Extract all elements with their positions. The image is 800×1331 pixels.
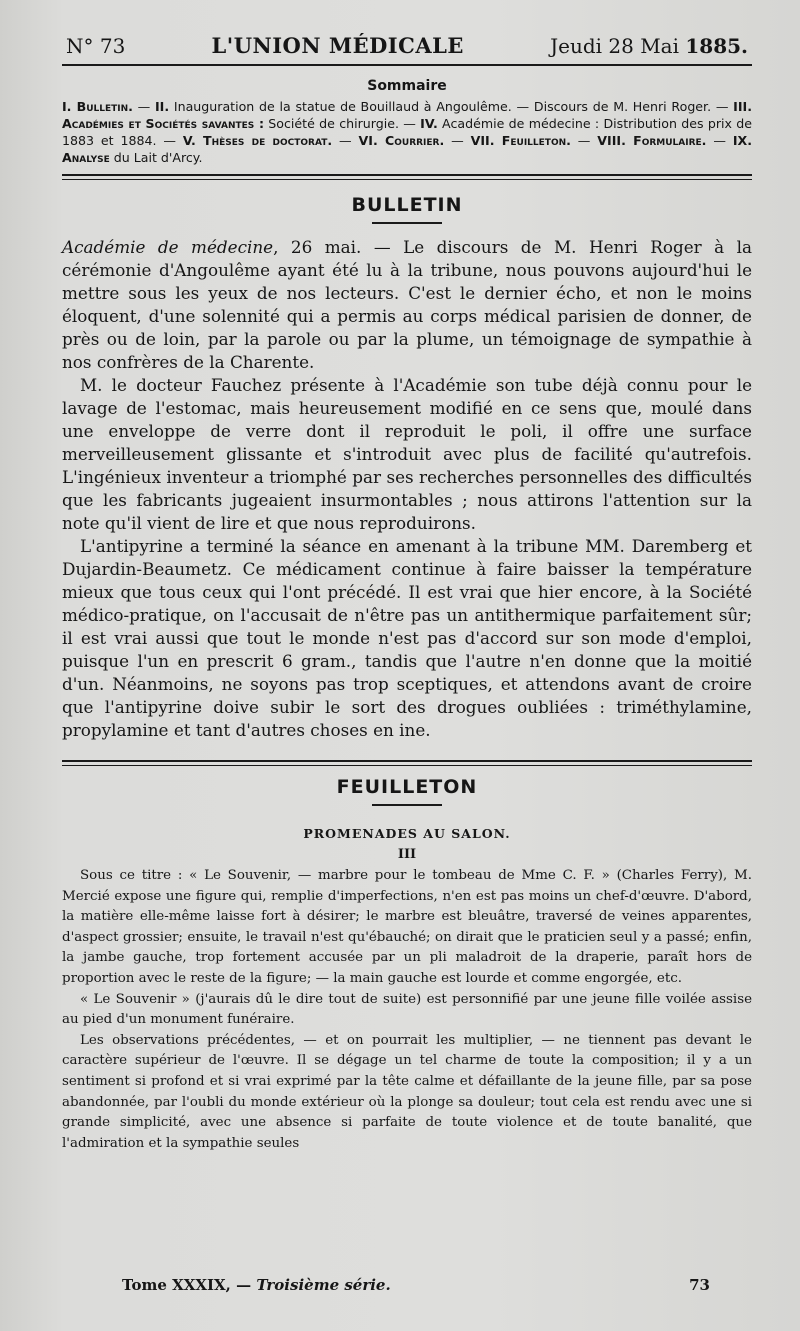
sommaire-item-label: III. Académies et Sociétés savantes : [62,99,752,131]
sommaire-item-label: IX. Analyse [62,133,752,165]
feuilleton-paragraph-1: Sous ce titre : « Le Souvenir, — marbre pour le tombeau de Mme C. F. » (Charles Ferry), M. Mercié expose une figure qui, remplie d'imperfections, n'en est pas moins un chef-d'œuvre. D'abord, la matière elle-même laisse fort à désirer; le marbre est bleuâtre, traversé de veines apparentes, d'aspect grossier; ensuite, le travail n'est qu'ébauché; on dirait que le praticien seul y a passé; enfin, la jambe gauche, trop fortement accusée par un pli maladroit de la draperie, paraît hors de proportion avec le reste de la figure; — la main gauche est lourde et comme engorgée, etc. [62,868,752,986]
issue-number: N° 73 [66,34,126,58]
sommaire-list [62,98,752,166]
sommaire-item-text: du Lait d'Arcy. [109,150,203,165]
feuilleton-body [62,866,752,1154]
sommaire-title: Sommaire [367,78,447,94]
journal-title: L'UNION MÉDICALE [211,33,464,58]
feuilleton-rule [62,760,752,766]
header-rule [62,64,752,66]
sommaire-item-text: — [444,133,471,148]
sommaire-item-text: — [570,133,598,148]
bulletin-paragraph-3: L'antipyrine a terminé la séance en amenant à la tribune MM. Daremberg et Dujardin-Beaumetz. Ce médicament continue à faire baisser la température mieux que tous ceux qui l'ont précédé. Il est vrai que hier encore, à la Société médico-pratique, on l'accusait de n'être pas un antithermique parfaitement sûr; il est vrai aussi que tout le monde n'est pas d'accord sur son mode d'emploi, puisque l'un en prescrit 6 gram., tandis que l'autre n'en donne que la moitié d'un. Néanmoins, ne soyons pas trop sceptiques, et attendons avant de croire que l'antipyrine doive subir le sort des drogues oubliées : triméthylamine, propylamine et tant d'autres choses en ine. [62,536,752,740]
bulletin-body [62,236,752,742]
issue-date: Jeudi 28 Mai 1885. [550,34,748,58]
sommaire-item-label: II. [155,99,170,114]
bulletin-paragraph-2: M. le docteur Fauchez présente à l'Académie son tube déjà connu pour le lavage de l'estomac, mais heureusement modifié en ce sens que, moulé dans une enveloppe de verre dont il reproduit le poli, il offre une surface merveilleusement glissante et s'introduit avec plus de facilité qu'autrefois. L'ingénieux inventeur a triomphé par ses recherches personnelles des difficultés que les fabricants jugeaient insurmontables ; nous attirons l'attention sur la note qu'il vient de lire et que nous reproduirons. [62,375,752,533]
sommaire-item-text: — [132,99,155,114]
feuilleton-heading: FEUILLETON [336,776,478,798]
bulletin-heading: BULLETIN [351,194,463,216]
page-footer [122,1276,710,1294]
feuilleton-heading-rule [372,804,442,806]
bulletin-paragraph-1: Académie de médecine, 26 mai. — Le discours de M. Henri Roger à la cérémonie d'Angoulême ayant été lu à la tribune, nous pouvons aujourd'hui le mettre sous les yeux de nos lecteurs. C'est le dernier écho, et non le moins éloquent, d'une solennité qui a permis au corps médical parisien de donner, de près ou de loin, par la parole ou par la plume, un témoignage de sympathie à nos confrères de la Charente. [62,237,752,372]
feuilleton-subheading: PROMENADES AU SALON. [303,826,511,841]
feuilleton-paragraph-2: « Le Souvenir » (j'aurais dû le dire tout de suite) est personnifié par une jeune fille voilée assise au pied d'un monument funéraire. [62,991,752,1028]
sommaire-item-label: VII. Feuilleton. [470,133,571,148]
sommaire-item-text: — [332,133,359,148]
feuilleton-part: III [397,847,417,862]
page-number: 73 [689,1276,710,1294]
sommaire-item-label: VIII. Formulaire. [597,133,707,148]
sommaire-item-text: Inauguration de la statue de Bouillaud à Angoulême. — Discours de M. Henri Roger. — [169,99,734,114]
sommaire-item-text: Société de chirurgie. — [263,116,421,131]
sommaire-item-label: I. Bulletin. [62,99,133,114]
tome-series: Tome XXXIX, — Troisième série. [122,1276,391,1294]
sommaire-item-text: Académie de médecine : Distribution des prix de 1883 et 1884. — [62,116,752,148]
sommaire-rule [62,174,752,180]
sommaire-item-label: V. Thèses de doctorat. [182,133,333,148]
sommaire-item-label: VI. Courrier. [358,133,445,148]
feuilleton-paragraph-3: Les observations précédentes, — et on pourrait les multiplier, — ne tiennent pas devant le caractère supérieur de l'œuvre. Il se dégage un tel charme de toute la composition; il y a un sentiment si profond et si vrai exprimé par la tête calme et défaillante de la jeune fille, par sa pose abandonnée, par l'oubli du monde extérieur où la plonge sa douleur; tout cela est rendu avec une si grande simplicité, avec une absence si parfaite de toute violence et de toute banalité, que l'admiration et la sympathie seules [62,1032,752,1151]
bulletin-heading-rule [372,222,442,224]
sommaire-item-label: IV. [420,116,438,131]
sommaire-item-text: — [706,133,733,148]
masthead [62,34,752,58]
